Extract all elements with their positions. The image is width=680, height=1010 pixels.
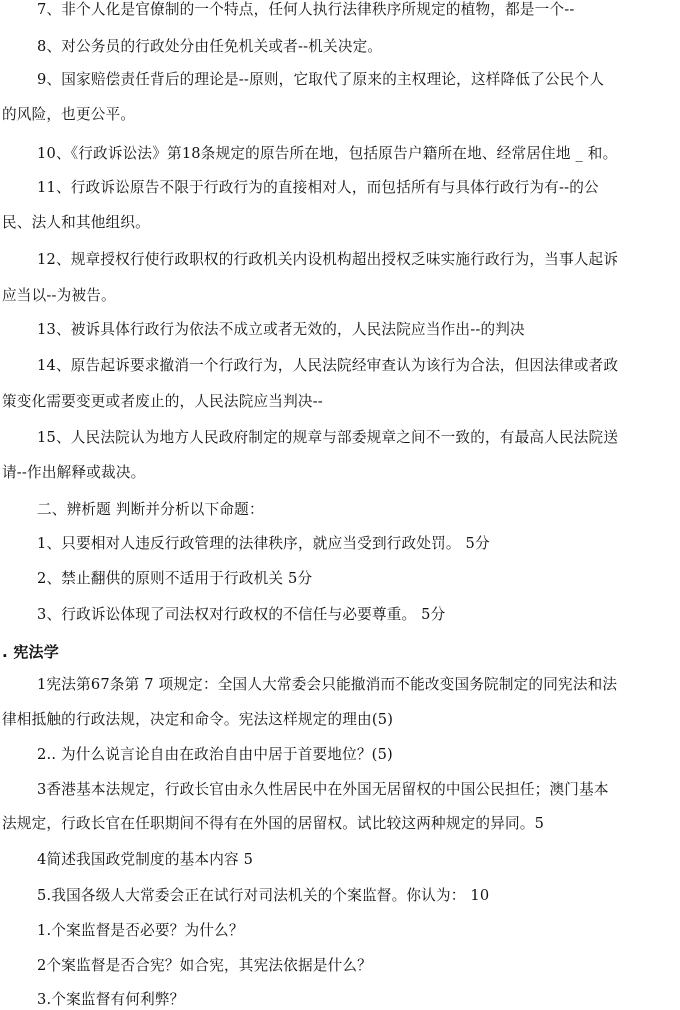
- question-7-line: 7、非个人化是官僚制的一个特点，任何人执行法律秩序所规定的植物，都是一个--: [37, 1, 575, 18]
- essay-1-line-1: 1宪法第67条第 7 项规定：全国人大常委会只能撤消而不能改变国务院制定的同宪法和法: [37, 676, 618, 693]
- section-2-heading: 二、辨析题 判断并分析以下命题：: [37, 501, 264, 518]
- essay-5-line: 5.我国各级人大常委会正在试行对司法机关的个案监督。你认为： 10: [37, 887, 490, 904]
- essay-3-line-1: 3香港基本法规定，行政长官由永久性居民中在外国无居留权的中国公民担任；澳门基本: [37, 781, 609, 798]
- question-9-line-1: 9、国家赔偿责任背后的理论是--原则，它取代了原来的主权理论，这样降低了公民个人: [37, 71, 605, 88]
- question-13-line: 13、被诉具体行政行为依法不成立或者无效的，人民法院应当作出--的判决: [37, 321, 525, 338]
- question-11-line-2: 民、法人和其他组织。: [2, 214, 150, 231]
- sub-question-3: 3.个案监督有何利弊？: [37, 991, 185, 1008]
- question-8-line: 8、对公务员的行政处分由任免机关或者--机关决定。: [37, 38, 383, 55]
- essay-4-line: 4简述我国政党制度的基本内容 5: [37, 851, 254, 868]
- sub-question-2: 2个案监督是否合宪？如合宪，其宪法依据是什么？: [37, 957, 372, 974]
- sub-question-1: 1.个案监督是否必要？为什么？: [37, 922, 244, 939]
- essay-3-line-2: 法规定，行政长官在任职期间不得有在外国的居留权。试比较这两种规定的异同。5: [2, 815, 545, 832]
- analysis-item-1: 1、只要相对人违反行政管理的法律秩序，就应当受到行政处罚。 5分: [37, 535, 490, 552]
- question-10-line: 10、《行政诉讼法》第18条规定的原告所在地，包括原告户籍所在地、经常居住地 _ 和。: [37, 145, 618, 162]
- question-12-line-1: 12、规章授权行使行政职权的行政机关内设机构超出授权乏味实施行政行为，当事人起诉: [37, 251, 619, 268]
- question-14-line-1: 14、原告起诉要求撤消一个行政行为，人民法院经审查认为该行为合法，但因法律或者政: [37, 357, 619, 374]
- analysis-item-3: 3、行政诉讼体现了司法权对行政权的不信任与必要尊重。 5分: [37, 606, 446, 623]
- constitutional-law-heading: . 宪法学: [2, 643, 59, 661]
- question-9-line-2: 的风险，也更公平。: [2, 106, 136, 123]
- essay-2-line: 2.. 为什么说言论自由在政治自由中居于首要地位？(5): [37, 746, 393, 763]
- question-12-line-2: 应当以--为被告。: [2, 287, 116, 304]
- question-15-line-2: 请--作出解释或裁决。: [2, 464, 146, 481]
- question-15-line-1: 15、人民法院认为地方人民政府制定的规章与部委规章之间不一致的，有最高人民法院送: [37, 429, 619, 446]
- question-14-line-2: 策变化需要变更或者废止的，人民法院应当判决--: [2, 393, 323, 410]
- essay-1-line-2: 律相抵触的行政法规，决定和命令。宪法这样规定的理由(5): [2, 711, 394, 728]
- question-11-line-1: 11、行政诉讼原告不限于行政行为的直接相对人，而包括所有与具体行政行为有--的公: [37, 179, 599, 196]
- analysis-item-2: 2、禁止翻供的原则不适用于行政机关 5分: [37, 570, 313, 587]
